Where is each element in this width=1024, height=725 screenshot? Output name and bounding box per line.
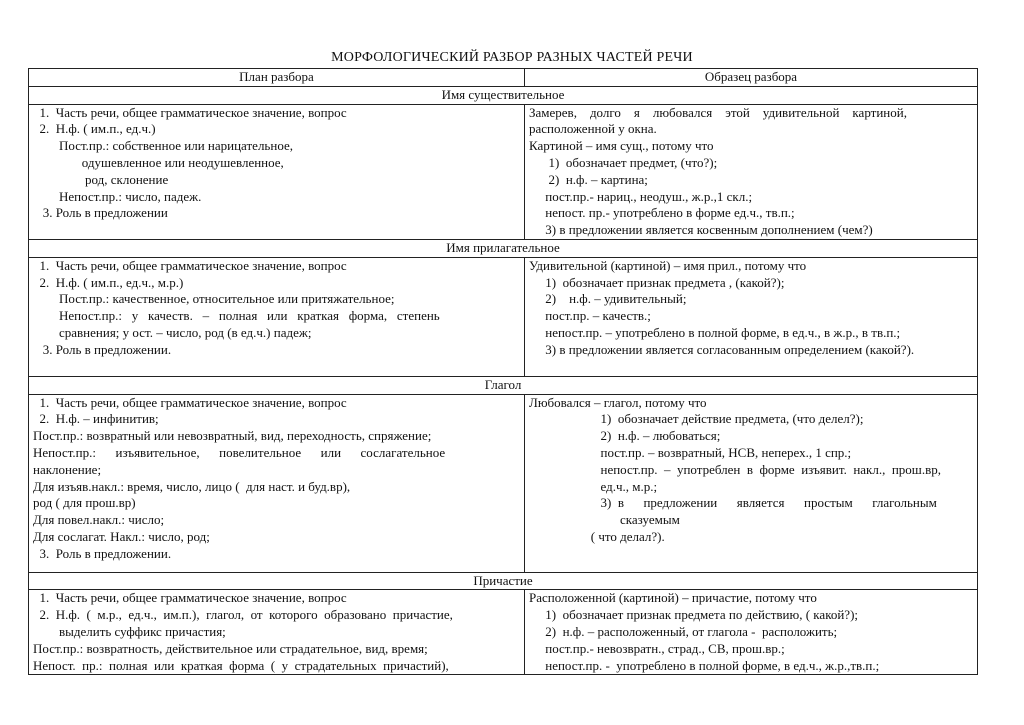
- sample-line: 3) в предложении является простым глагольным: [529, 495, 937, 511]
- plan-line: Непост.пр.: число, падеж.: [33, 188, 202, 204]
- section-header-noun: [29, 86, 978, 104]
- plan-line: сравнения; у ост. – число, род (в ед.ч.) падеж;: [33, 324, 312, 340]
- plan-line: одушевленное или неодушевленное,: [33, 154, 284, 170]
- section-row-participle: [29, 590, 978, 675]
- sample-line: 1) обозначает признак предмета , (какой?);: [529, 274, 785, 290]
- plan-line: Для изъяв.накл.: время, число, лицо ( для наст. и буд.вр),: [33, 478, 351, 494]
- plan-line: Непост.пр.: изъявительное, повелительное или сослагательное: [33, 444, 446, 460]
- sample-line: 1) обозначает предмет, (что?);: [529, 154, 718, 170]
- sample-line: Любовался – глагол, потому что: [529, 394, 707, 410]
- plan-column-header: План разбора: [29, 69, 525, 87]
- sample-line: ( что делал?).: [529, 528, 665, 544]
- sample-line: 3) в предложении является косвенным дополнением (чем?): [529, 222, 873, 238]
- sample-line: непост. пр.- употреблено в форме ед.ч., тв.п.;: [529, 205, 795, 221]
- table-header-row: [29, 69, 978, 87]
- section-title: Имя существительное: [29, 86, 978, 104]
- plan-cell: [29, 104, 525, 239]
- plan-line: 1. Часть речи, общее грамматическое значение, вопрос: [33, 257, 347, 273]
- sample-line: 1) обозначает действие предмета, (что делел?);: [529, 411, 864, 427]
- section-row-verb: [29, 394, 978, 572]
- section-row-adjective: [29, 257, 978, 376]
- plan-line: Пост.пр.: собственное или нарицательное,: [33, 138, 293, 154]
- plan-line: Для сослагат. Накл.: число, род;: [33, 528, 210, 544]
- sample-line: Картиной – имя сущ., потому что: [529, 138, 714, 154]
- plan-line: 3. Роль в предложении: [33, 205, 168, 221]
- sample-line: расположенной у окна.: [529, 121, 657, 137]
- sample-line: 2) н.ф. – удивительный;: [529, 291, 687, 307]
- plan-line: Пост.пр.: возвратность, действительное или страдательное, вид, время;: [33, 640, 428, 656]
- sample-line: пост.пр.- нариц., неодуш., ж.р.,1 скл.;: [529, 188, 753, 204]
- plan-line: 2. Н.ф. ( им.п., ед.ч., м.р.): [33, 274, 184, 290]
- sample-cell: [525, 590, 978, 675]
- sample-column-header: Образец разбора: [525, 69, 978, 87]
- plan-line: Пост.пр.: качественное, относительное или притяжательное;: [33, 291, 395, 307]
- plan-line: 1. Часть речи, общее грамматическое значение, вопрос: [33, 104, 347, 120]
- section-header-participle: [29, 572, 978, 590]
- plan-line: 2. Н.ф. ( им.п., ед.ч.): [33, 121, 156, 137]
- section-title: Имя прилагательное: [29, 239, 978, 257]
- sample-line: пост.пр.- невозвратн., страд., СВ, прош.вр.;: [529, 640, 785, 656]
- sample-line: пост.пр. – возвратный, НСВ, неперех., 1 спр.;: [529, 444, 852, 460]
- plan-line: род, склонение: [33, 171, 169, 187]
- sample-line: 1) обозначает признак предмета по действию, ( какой?);: [529, 607, 859, 623]
- plan-line: выделить суффикс причастия;: [33, 623, 226, 639]
- section-header-verb: [29, 376, 978, 394]
- plan-cell: [29, 257, 525, 376]
- analysis-table: [28, 68, 978, 675]
- sample-line: 2) н.ф. – любоваться;: [529, 428, 721, 444]
- sample-line: ед.ч., м.р.;: [529, 478, 658, 494]
- sample-line: 2) н.ф. – расположенный, от глагола - расположить;: [529, 623, 838, 639]
- sample-cell: [525, 394, 978, 572]
- plan-line: 3. Роль в предложении.: [33, 545, 172, 561]
- section-row-noun: [29, 104, 978, 239]
- plan-line: Пост.пр.: возвратный или невозвратный, вид, переходность, спряжение;: [33, 428, 432, 444]
- plan-line: 3. Роль в предложении.: [33, 341, 172, 357]
- section-title: Причастие: [29, 572, 978, 590]
- sample-line: Удивительной (картиной) – имя прил., потому что: [529, 257, 807, 273]
- plan-line: 1. Часть речи, общее грамматическое значение, вопрос: [33, 590, 347, 606]
- sample-cell: [525, 104, 978, 239]
- plan-line: род ( для прош.вр): [33, 495, 136, 511]
- sample-line: 2) н.ф. – картина;: [529, 171, 648, 187]
- sample-line: сказуемым: [529, 512, 680, 528]
- plan-line: Непост. пр.: полная или краткая форма ( у страдательных причастий),: [33, 657, 449, 673]
- sample-line: Замерев, долго я любовался этой удивительной картиной,: [529, 104, 907, 120]
- plan-line: Для повел.накл.: число;: [33, 512, 165, 528]
- plan-line: 2. Н.ф. – инфинитив;: [33, 411, 159, 427]
- section-header-adjective: [29, 239, 978, 257]
- plan-line: 1. Часть речи, общее грамматическое значение, вопрос: [33, 394, 347, 410]
- page-title: МОРФОЛОГИЧЕСКИЙ РАЗБОР РАЗНЫХ ЧАСТЕЙ РЕЧИ: [331, 50, 693, 65]
- sample-line: Расположенной (картиной) – причастие, потому что: [529, 590, 817, 606]
- plan-cell: [29, 394, 525, 572]
- plan-cell: [29, 590, 525, 675]
- sample-cell: [525, 257, 978, 376]
- sample-line: непост.пр. - употреблено в полной форме, в ед.ч., ж.р.,тв.п.;: [529, 657, 880, 673]
- plan-line: 2. Н.ф. ( м.р., ед.ч., им.п.), глагол, от которого образовано причастие,: [33, 607, 453, 623]
- plan-line: наклонение;: [33, 461, 102, 477]
- sample-line: непост.пр. – употреблен в форме изъявит. накл., прош.вр,: [529, 461, 941, 477]
- sample-line: пост.пр. – качеств.;: [529, 308, 651, 324]
- plan-line: Непост.пр.: у качеств. – полная или краткая форма, степень: [33, 308, 440, 324]
- sample-line: 3) в предложении является согласованным определением (какой?).: [529, 341, 915, 357]
- section-title: Глагол: [29, 376, 978, 394]
- sample-line: непост.пр. – употреблено в полной форме, в ед.ч., в ж.р., в тв.п.;: [529, 324, 901, 340]
